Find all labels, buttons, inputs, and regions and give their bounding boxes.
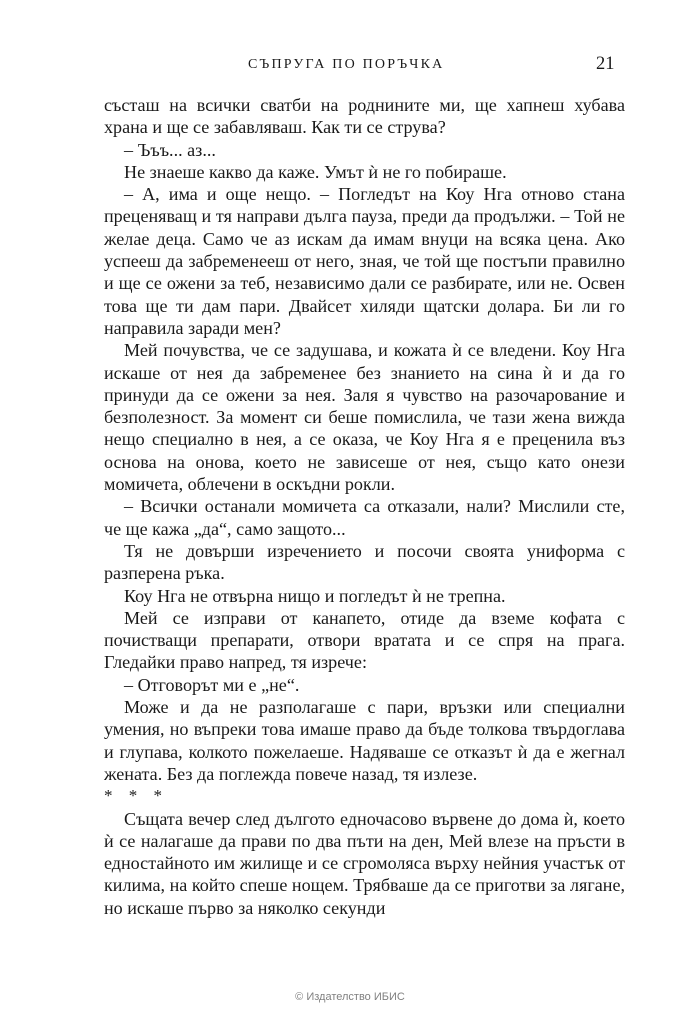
paragraph: – Отговорът ми е „не“. [124,674,300,695]
paragraph: – Всички останали момичета са отказали, нали? Мислили сте, че ще кажа „да“, само защото... [104,496,625,539]
paragraph: Мей почувства, че се задушава, и кожата ѝ се вледени. Коу Нга искаше от нея да забременее без знанието на сина ѝ и да го принуди да се ожени за нея. Заля я чувство на разочарование и безполезност. За момент си беше помислила, че тази жена вижда нещо специално в нея, а се оказа, че Коу Нга я е преценила въз основа на онова, което не зависеше от нея, също като онези момичета, облечени в оскъдни рокли. [104,340,625,495]
paragraph: Може и да не разполагаше с пари, връзки или специални умения, но въпреки това имаше право да бъде толкова твърдоглава и глупава, колкото пожелаеше. Надяваше се отказът ѝ да е жегнал жената. Без да поглежда повече назад, тя излезе. [104,697,625,784]
paragraph: Тя не довърши изречението и посочи своята униформа с разперена ръка. [104,540,625,584]
running-header [0,54,700,79]
running-title: СЪПРУГА ПО ПОРЪЧКА [248,57,445,72]
paragraph: Същата вечер след дългото едночасово вървене до дома ѝ, което ѝ се налагаше да прави по два пъти на ден, Мей влезе на пръсти в едностайното им жилище и се сгромоляса върху нейния участък от килима, на който спеше нощем. Трябваше да се приготви за лягане, но искаше първо за няколко секунди [104,808,626,918]
section-break: * * * [104,786,168,806]
body-text [104,94,625,919]
paragraph: състаш на всички сватби на роднините ми, ще хапнеш хубава храна и ще се забавляваш. Как ти се струва? [104,95,625,138]
paragraph: Мей се изправи от канапето, отиде да вземе кофата с почистващи препарати, отвори вратата и се спря на прага. Гледайки право напред, тя изрече: [104,607,625,673]
page-number: 21 [596,54,615,74]
paragraph: Не знаеше какво да каже. Умът ѝ не го побираше. [124,161,507,182]
paragraph: Коу Нга не отвърна нищо и погледът ѝ не трепна. [124,585,506,606]
paragraph: – А, има и още нещо. – Погледът на Коу Нга отново стана преценяващ и тя направи дълга пауза, преди да продължи. – Той не желае деца. Само че аз искам да имам внуци на всяка цена. Ако успееш да забременееш от него, зная, че той ще постъпи правилно и ще се ожени за теб, независимо дали се разбирате, или не. Освен това ще ти дам пари. Двайсет хиляди щатски долара. Би ли го направила заради мен? [104,184,625,338]
copyright-footer: © Издателство ИБИС [295,991,405,1003]
paragraph: – Ъъъ... аз... [124,139,216,160]
